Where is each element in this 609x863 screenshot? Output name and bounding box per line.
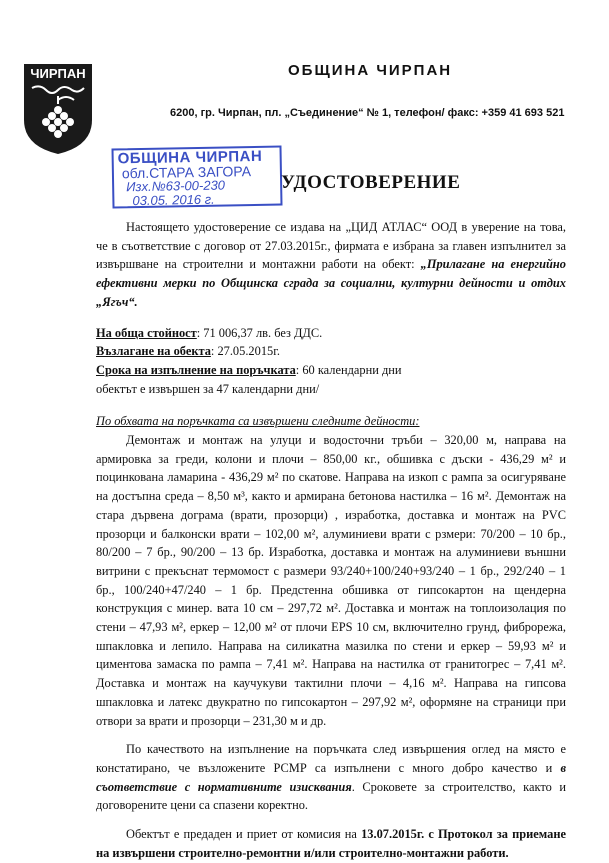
- assignment-row: [96, 342, 566, 361]
- stamp-line-3: Изх.№63-00-230: [126, 177, 226, 195]
- quality-emphasis: в съответствие с нормативните изисквания: [96, 760, 566, 794]
- total-value: : 71 006,37 лв. без ДДС.: [196, 325, 323, 340]
- intro-paragraph: [96, 218, 566, 312]
- handover-protocol: 13.07.2015г. с Протокол за приемане на извършени строително-ремонтни и/или строително-монтажни работи.: [96, 827, 566, 860]
- term-note: обектът е извършен за 47 календарни дни/: [96, 381, 320, 396]
- total-label: На обща стойност: [96, 325, 197, 340]
- term-value: : 60 календарни дни: [295, 362, 402, 377]
- municipality-title: ОБЩИНА ЧИРПАН: [288, 62, 453, 79]
- intro-text: Настоящето удостоверение се издава на „ЦИД АТЛАС“ ООД в уверение на това, че в съответствие с договор от 27.03.2015г., фирмата е избрана за главен изпълнител за извършване на строителни и монтажни работи на обект:: [96, 220, 566, 272]
- term-label: Срока на изпълнение на поръчката: [96, 362, 296, 377]
- stamp-line-1: ОБЩИНА ЧИРПАН: [117, 147, 263, 168]
- crest-label: ЧИРПАН: [30, 66, 86, 81]
- assignment-value: : 27.05.2015г.: [210, 344, 280, 359]
- quality-text-2: . Сроковете за строителство, както и договорените цени са спазени коректно.: [96, 779, 566, 813]
- scope-heading: По обхвата на поръчката са извършени следните дейности:: [96, 414, 420, 429]
- assignment-label: Възлагане на обекта: [96, 344, 211, 359]
- handover-text: Обектът е предаден и приет от комисия на: [126, 827, 362, 842]
- total-value-row: [96, 324, 566, 343]
- stamp-line-2: обл.СТАРА ЗАГОРА: [121, 163, 252, 182]
- quality-text-1: По качеството на изпълнение на поръчката след извършения оглед на място е констатирано, че възложените РСМР са изпълнени с много добро качество и: [96, 742, 566, 775]
- document-title: УДОСТОВЕРЕНИЕ: [281, 172, 461, 193]
- object-name: „Прилагане на енергийно ефективни мерки по Общинска сграда за социални, културни дейности и отдих „Ягъч“.: [96, 257, 566, 309]
- handover-paragraph: [96, 825, 566, 862]
- contract-details: [96, 324, 566, 399]
- municipality-address: 6200, гр. Чирпан, пл. „Съединение“ № 1, телефон/ факс: +359 41 693 521: [170, 107, 565, 119]
- stamp-line-4: 03.05. 2016 г.: [132, 191, 215, 209]
- scope-paragraph: Демонтаж и монтаж на улуци и водосточни тръби – 320,00 м, направа на армировка за греди, колони и плочи – 850,00 кг., обшивка с дъски - 436,29 м² и поцинкована ламарина - 436,29 м² по скатове. Направа на изкоп с рампа за осигуряване на достъпна среда – 8,50 м³, както и армирана бетонова настилка – 16 м². Демонтаж на стара дървена дограма (врати, прозорци) , изработка, доставка и монтаж на PVC прозорци и балконски врати – 102,00 м², алуминиеви врати с рзмери: 70/200 – 10 бр., 80/200 – 7 бр., 90/200 – 13 бр. Изработка, доставка и монтаж на алуминиеви външни витрини с прекъснат термомост с размери 93/240+100/240+93/240 – 1 бр., 292/240 – 1 бр., 100/240+47/240 – 1 бр. Предстенна обшивка от гипсокартон на щендерна конструкция с минер. вата 10 см – 297,72 м². Доставка и монтаж на топлоизолация по стени – 47,93 м², еркер – 12,00 м² от плочи EPS 10 см, включително грунд, фиброрежа, шпакловка и лепило. Направа на силикатна мазилка по стени и еркер – 59,93 м² и циментова замаска по рампа – 7,41 м². Направа на настилка от гранитогрес – 7,41 м². Доставка и монтаж на каучукуви тактилни плочи – 4,16 м². Направа на гипсова шпакловка и латекс двукратно по гипсокартон – 297,92 м², оформяне на страници при отвори за врати и прозорци – 231,30 м и др.: [96, 433, 566, 728]
- document-body: [96, 218, 566, 863]
- quality-paragraph: [96, 740, 566, 815]
- municipal-crest-icon: [22, 60, 94, 156]
- term-row: [96, 361, 566, 380]
- outgoing-stamp: [111, 146, 282, 209]
